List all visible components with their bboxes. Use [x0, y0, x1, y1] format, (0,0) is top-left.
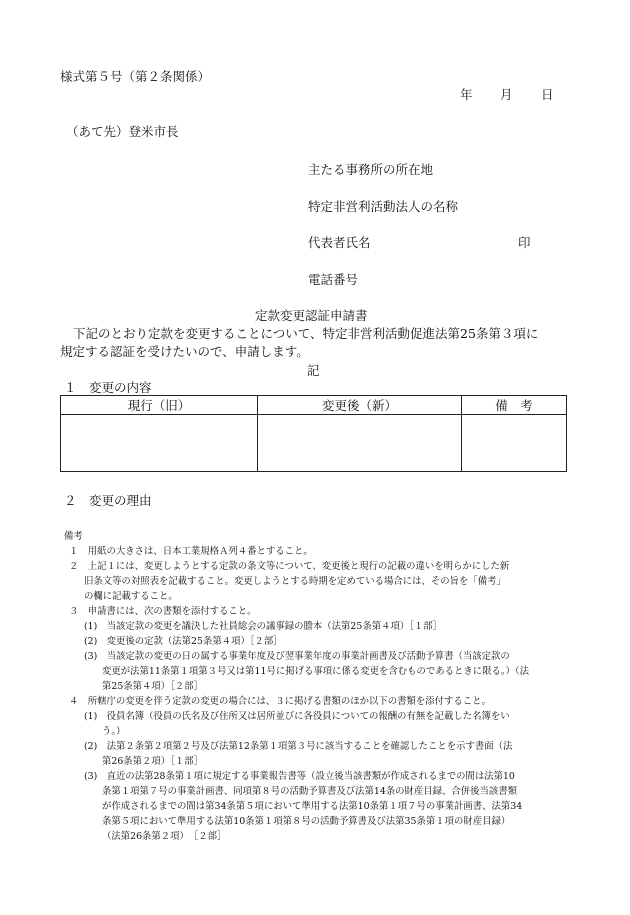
notes-heading: 備考 — [64, 531, 83, 542]
note-2-line-1: ２ 上記１には、変更しようとする定款の条文等について、変更後と現行の記載の違いを明らかにした新 — [69, 561, 510, 572]
note-2-line-2: 旧条文等の対照表を記載すること。変更しようとする時期を定めている場合には、その旨を「備考」 — [84, 576, 506, 587]
note-4-item-3-line-2: 条第１項第７号の事業計画書、同項第８号の活動予算書及び法第14条の財産目録、合併後当該書類 — [102, 786, 518, 797]
addressee: （あて先）登米市長 — [66, 124, 179, 139]
office-address-label: 主たる事務所の所在地 — [308, 162, 434, 177]
note-2-line-3: の欄に記載すること。 — [84, 591, 178, 602]
note-4-item-2-line-2: 第26条第２項）［１部］ — [102, 756, 203, 767]
note-3-item-1: (1) 当該定款の変更を議決した社員総会の議事録の謄本（法第25条第４項）［１部］ — [84, 621, 443, 632]
note-4-item-3-line-1: (3) 直近の法第28条第１項に規定する事業報告書等（設立後当該書類が作成されるまでの間は法第10 — [84, 771, 515, 782]
table-header-after: 変更後（新） — [258, 396, 462, 415]
date-year-label: 年 — [460, 87, 473, 102]
note-3: ３ 申請書には、次の書類を添付すること。 — [69, 606, 257, 617]
section-1-heading: １ 変更の内容 — [64, 380, 152, 395]
corp-name-label: 特定非営利活動法人の名称 — [308, 199, 459, 214]
date-month-label: 月 — [500, 87, 513, 102]
note-4: ４ 所轄庁の変更を伴う定款の変更の場合には、３に掲げる書類のほか以下の書類を添付すること。 — [69, 696, 491, 707]
table-row — [61, 415, 567, 472]
body-text-line-1: 下記のとおり定款を変更することについて、特定非営利活動促進法第25条第３項に — [73, 326, 539, 341]
notes-section — [64, 529, 574, 844]
seal-mark: 印 — [518, 235, 531, 250]
phone-label: 電話番号 — [308, 272, 359, 287]
note-4-item-1-line-1: (1) 役員名簿（役員の氏名及び住所又は居所並びに各役員についての報酬の有無を記載した名簿をい — [84, 711, 510, 722]
note-3-item-3-line-1: (3) 当該定款の変更の日の属する事業年度及び翌事業年度の事業計画書及び活動予算書（当該定款の — [84, 651, 510, 662]
change-content-table — [60, 395, 567, 472]
form-number-label: 様式第５号（第２条関係） — [60, 69, 211, 84]
table-header-row — [61, 396, 567, 415]
note-4-item-3-line-5: （法第26条第２項） ［２部］ — [102, 831, 227, 842]
note-4-item-1-line-2: う。） — [102, 726, 126, 737]
note-4-item-2-line-1: (2) 法第２条第２項第２号及び法第12条第１項第３号に該当することを確認したことを示す書面（法 — [84, 741, 513, 752]
document-title: 定款変更認証申請書 — [255, 308, 368, 323]
note-3-item-3-line-3: 第25条第４項）［２部］ — [102, 681, 203, 692]
representative-label: 代表者氏名 — [308, 235, 371, 250]
note-4-item-3-line-4: 条第５項において準用する法第10条第１項第８号の活動予算書及び法第35条第１項の財産目録） — [102, 816, 511, 827]
body-text-line-2: 規定する認証を受けたいので、申請します。 — [60, 344, 309, 359]
ki-label: 記 — [307, 363, 320, 378]
section-2-heading: ２ 変更の理由 — [64, 493, 152, 508]
table-header-current: 現行（旧） — [61, 396, 258, 415]
note-3-item-3-line-2: 変更が法第11条第１項第３号又は第11号に掲げる事項に係る変更を含むものであるときに限る。）（法 — [102, 666, 529, 677]
table-cell-current[interactable] — [61, 415, 258, 472]
table-cell-after[interactable] — [258, 415, 462, 472]
table-cell-remarks[interactable] — [462, 415, 567, 472]
note-1: １ 用紙の大きさは、日本工業規格Ａ列４番とすること。 — [69, 546, 313, 557]
note-3-item-2: (2) 変更後の定款（法第25条第４項）［２部］ — [84, 636, 283, 647]
date-day-label: 日 — [541, 87, 554, 102]
table-header-remarks: 備 考 — [462, 396, 567, 415]
note-4-item-3-line-3: が作成されるまでの間は第34条第５項において準用する法第10条第１項７号の事業計画書、法第34 — [102, 801, 523, 812]
